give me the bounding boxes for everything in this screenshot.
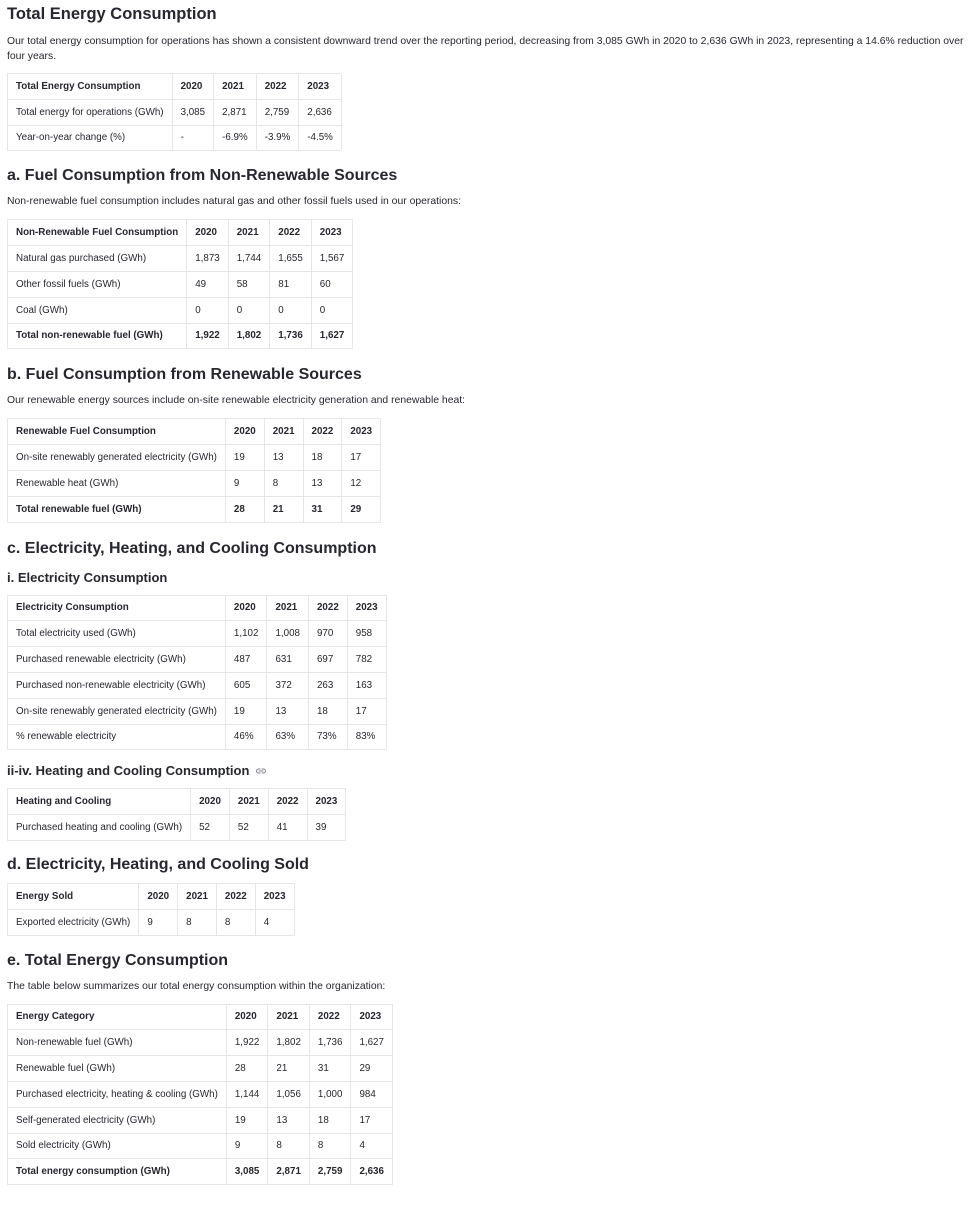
energy-sold-section [7, 855, 972, 936]
table-header-year: 2022 [303, 419, 342, 445]
value-cell: 372 [267, 672, 309, 698]
energy-sold-heading: d. Electricity, Heating, and Cooling Sold [7, 855, 309, 873]
table-row [8, 1056, 393, 1082]
value-cell: 0 [187, 297, 229, 323]
heating-cooling-subsection [7, 762, 972, 841]
value-cell: 1,922 [226, 1030, 268, 1056]
table-header-row [8, 220, 353, 246]
value-cell: 63% [267, 724, 309, 750]
value-cell: 46% [225, 724, 267, 750]
row-label: Total non-renewable fuel (GWh) [8, 323, 187, 349]
row-label: Natural gas purchased (GWh) [8, 246, 187, 272]
value-cell: -3.9% [256, 125, 299, 151]
value-cell: 163 [347, 672, 386, 698]
table-row [8, 99, 342, 125]
value-cell: 0 [311, 297, 353, 323]
table-row [8, 246, 353, 272]
row-label: Total energy consumption (GWh) [8, 1159, 227, 1185]
value-cell: 1,144 [226, 1081, 268, 1107]
value-cell: 2,636 [299, 99, 342, 125]
table-header-year: 2022 [216, 883, 255, 909]
table-row [8, 297, 353, 323]
value-cell: 697 [308, 647, 347, 673]
value-cell: 17 [347, 698, 386, 724]
electricity-heating-cooling-heading: c. Electricity, Heating, and Cooling Consumption [7, 539, 377, 557]
table-header-year: 2021 [267, 595, 309, 621]
value-cell: 13 [268, 1107, 310, 1133]
row-label: Renewable heat (GWh) [8, 470, 226, 496]
non-renewable-table [7, 219, 353, 349]
value-cell: -4.5% [299, 125, 342, 151]
value-cell: 4 [255, 909, 294, 935]
non-renewable-section [7, 166, 972, 349]
table-row [8, 323, 353, 349]
value-cell: 18 [308, 698, 347, 724]
value-cell: 21 [264, 496, 303, 522]
row-label: Total electricity used (GWh) [8, 621, 226, 647]
table-header-year: 2022 [270, 220, 312, 246]
table-header-year: 2021 [178, 883, 217, 909]
value-cell: 52 [191, 815, 230, 841]
table-header-label: Energy Category [8, 1004, 227, 1030]
value-cell: 17 [342, 445, 381, 471]
value-cell: 1,922 [187, 323, 229, 349]
value-cell: 4 [351, 1133, 393, 1159]
heating-cooling-subheading: ii-iv. Heating and Cooling Consumption [7, 762, 972, 780]
table-header-year: 2022 [308, 595, 347, 621]
value-cell: 9 [226, 1133, 268, 1159]
table-header-label: Renewable Fuel Consumption [8, 419, 226, 445]
value-cell: 17 [351, 1107, 393, 1133]
table-row [8, 445, 381, 471]
table-row [8, 271, 353, 297]
value-cell: 19 [225, 445, 264, 471]
value-cell: 2,759 [309, 1159, 351, 1185]
value-cell: 2,871 [214, 99, 257, 125]
electricity-consumption-table [7, 595, 387, 751]
value-cell: 41 [268, 815, 307, 841]
table-row [8, 1159, 393, 1185]
row-label: Purchased renewable electricity (GWh) [8, 647, 226, 673]
electricity-heating-cooling-section [7, 539, 972, 751]
value-cell: 31 [303, 496, 342, 522]
row-label: Year-on-year change (%) [8, 125, 173, 151]
value-cell: 1,802 [228, 323, 270, 349]
row-label: Purchased electricity, heating & cooling (GWh) [8, 1081, 227, 1107]
table-header-row [8, 883, 295, 909]
value-cell: 19 [225, 698, 267, 724]
value-cell: 2,759 [256, 99, 299, 125]
table-header-row [8, 595, 387, 621]
value-cell: 13 [264, 445, 303, 471]
value-cell: 8 [178, 909, 217, 935]
value-cell: 8 [264, 470, 303, 496]
table-header-year: 2020 [172, 74, 214, 100]
value-cell: 1,873 [187, 246, 229, 272]
table-header-year: 2023 [255, 883, 294, 909]
electricity-consumption-subheading: i. Electricity Consumption [7, 569, 168, 585]
value-cell: 1,802 [268, 1030, 310, 1056]
value-cell: 18 [309, 1107, 351, 1133]
overview-table [7, 73, 342, 151]
table-header-year: 2023 [299, 74, 342, 100]
value-cell: 1,000 [309, 1081, 351, 1107]
row-label: % renewable electricity [8, 724, 226, 750]
value-cell: 2,636 [351, 1159, 393, 1185]
value-cell: 1,736 [270, 323, 312, 349]
table-header-label: Total Energy Consumption [8, 74, 173, 100]
total-energy-section [7, 951, 972, 1186]
heating-cooling-table [7, 788, 346, 841]
table-header-year: 2020 [225, 419, 264, 445]
row-label: Non-renewable fuel (GWh) [8, 1030, 227, 1056]
row-label: Self-generated electricity (GWh) [8, 1107, 227, 1133]
table-header-year: 2023 [351, 1004, 393, 1030]
row-label: Sold electricity (GWh) [8, 1133, 227, 1159]
total-energy-heading: e. Total Energy Consumption [7, 951, 229, 969]
value-cell: 52 [229, 815, 268, 841]
value-cell: 1,627 [351, 1030, 393, 1056]
table-header-year: 2021 [228, 220, 270, 246]
value-cell: 49 [187, 271, 229, 297]
value-cell: 1,008 [267, 621, 309, 647]
link-icon[interactable] [255, 766, 267, 776]
value-cell: 8 [309, 1133, 351, 1159]
value-cell: 31 [309, 1056, 351, 1082]
non-renewable-heading: a. Fuel Consumption from Non-Renewable Sources [7, 167, 398, 185]
row-label: Renewable fuel (GWh) [8, 1056, 227, 1082]
value-cell: 487 [225, 647, 267, 673]
value-cell: 8 [268, 1133, 310, 1159]
value-cell: 73% [308, 724, 347, 750]
value-cell: 0 [270, 297, 312, 323]
page-title: Total Energy Consumption [7, 5, 217, 23]
value-cell: 3,085 [226, 1159, 268, 1185]
value-cell: 0 [228, 297, 270, 323]
overview-section [7, 4, 972, 151]
value-cell: 1,736 [309, 1030, 351, 1056]
renewable-section [7, 365, 972, 522]
value-cell: 28 [225, 496, 264, 522]
table-header-year: 2022 [268, 789, 307, 815]
table-row [8, 1081, 393, 1107]
table-header-year: 2020 [226, 1004, 268, 1030]
table-row [8, 125, 342, 151]
table-row [8, 470, 381, 496]
table-row [8, 1030, 393, 1056]
value-cell: 958 [347, 621, 386, 647]
value-cell: 29 [351, 1056, 393, 1082]
table-header-year: 2021 [229, 789, 268, 815]
value-cell: 29 [342, 496, 381, 522]
overview-text: Our total energy consumption for operations has shown a consistent downward trend over the reporting period, decreasing from 3,085 GWh in 2020 to 2,636 GWh in 2023, representing a 14.6% reduction over four years. [7, 36, 964, 62]
value-cell: -6.9% [214, 125, 257, 151]
renewable-table [7, 418, 381, 522]
table-row [8, 815, 346, 841]
table-header-row [8, 789, 346, 815]
table-header-year: 2022 [309, 1004, 351, 1030]
value-cell: 1,567 [311, 246, 353, 272]
table-header-label: Energy Sold [8, 883, 139, 909]
row-label: Total energy for operations (GWh) [8, 99, 173, 125]
table-row [8, 1133, 393, 1159]
table-row [8, 672, 387, 698]
value-cell: 13 [303, 470, 342, 496]
table-header-year: 2023 [307, 789, 346, 815]
table-header-row [8, 419, 381, 445]
value-cell: 9 [139, 909, 178, 935]
row-label: Coal (GWh) [8, 297, 187, 323]
value-cell: 18 [303, 445, 342, 471]
table-header-year: 2020 [187, 220, 229, 246]
row-label: Other fossil fuels (GWh) [8, 271, 187, 297]
table-row [8, 698, 387, 724]
value-cell: 263 [308, 672, 347, 698]
renewable-text: Our renewable energy sources include on-site renewable electricity generation and renewable heat: [7, 395, 466, 407]
table-header-year: 2023 [311, 220, 353, 246]
value-cell: 970 [308, 621, 347, 647]
table-row [8, 621, 387, 647]
table-header-label: Electricity Consumption [8, 595, 226, 621]
row-label: On-site renewably generated electricity (GWh) [8, 698, 226, 724]
row-label: Total renewable fuel (GWh) [8, 496, 226, 522]
row-label: Purchased heating and cooling (GWh) [8, 815, 191, 841]
table-header-year: 2021 [214, 74, 257, 100]
renewable-heading: b. Fuel Consumption from Renewable Sources [7, 366, 362, 384]
value-cell: 12 [342, 470, 381, 496]
table-row [8, 909, 295, 935]
table-row [8, 647, 387, 673]
value-cell: 19 [226, 1107, 268, 1133]
value-cell: 8 [216, 909, 255, 935]
value-cell: 21 [268, 1056, 310, 1082]
value-cell: - [172, 125, 214, 151]
table-header-year: 2020 [139, 883, 178, 909]
row-label: Exported electricity (GWh) [8, 909, 139, 935]
table-header-year: 2020 [225, 595, 267, 621]
non-renewable-text: Non-renewable fuel consumption includes natural gas and other fossil fuels used in our operations: [7, 196, 461, 208]
total-energy-text: The table below summarizes our total energy consumption within the organization: [7, 980, 386, 992]
table-row [8, 496, 381, 522]
table-header-year: 2023 [342, 419, 381, 445]
value-cell: 631 [267, 647, 309, 673]
table-header-year: 2021 [268, 1004, 310, 1030]
table-header-year: 2020 [191, 789, 230, 815]
value-cell: 58 [228, 271, 270, 297]
value-cell: 1,655 [270, 246, 312, 272]
table-header-row [8, 1004, 393, 1030]
value-cell: 81 [270, 271, 312, 297]
value-cell: 1,102 [225, 621, 267, 647]
value-cell: 782 [347, 647, 386, 673]
row-label: Purchased non-renewable electricity (GWh) [8, 672, 226, 698]
value-cell: 9 [225, 470, 264, 496]
value-cell: 605 [225, 672, 267, 698]
table-header-row [8, 74, 342, 100]
value-cell: 13 [267, 698, 309, 724]
table-row [8, 1107, 393, 1133]
table-header-label: Non-Renewable Fuel Consumption [8, 220, 187, 246]
value-cell: 83% [347, 724, 386, 750]
energy-sold-table [7, 883, 295, 936]
value-cell: 2,871 [268, 1159, 310, 1185]
table-header-year: 2022 [256, 74, 299, 100]
table-header-year: 2021 [264, 419, 303, 445]
value-cell: 60 [311, 271, 353, 297]
value-cell: 984 [351, 1081, 393, 1107]
value-cell: 3,085 [172, 99, 214, 125]
table-header-label: Heating and Cooling [8, 789, 191, 815]
row-label: On-site renewably generated electricity (GWh) [8, 445, 226, 471]
total-energy-table [7, 1004, 393, 1186]
value-cell: 1,056 [268, 1081, 310, 1107]
table-row [8, 724, 387, 750]
value-cell: 39 [307, 815, 346, 841]
value-cell: 1,627 [311, 323, 353, 349]
table-header-year: 2023 [347, 595, 386, 621]
value-cell: 1,744 [228, 246, 270, 272]
value-cell: 28 [226, 1056, 268, 1082]
